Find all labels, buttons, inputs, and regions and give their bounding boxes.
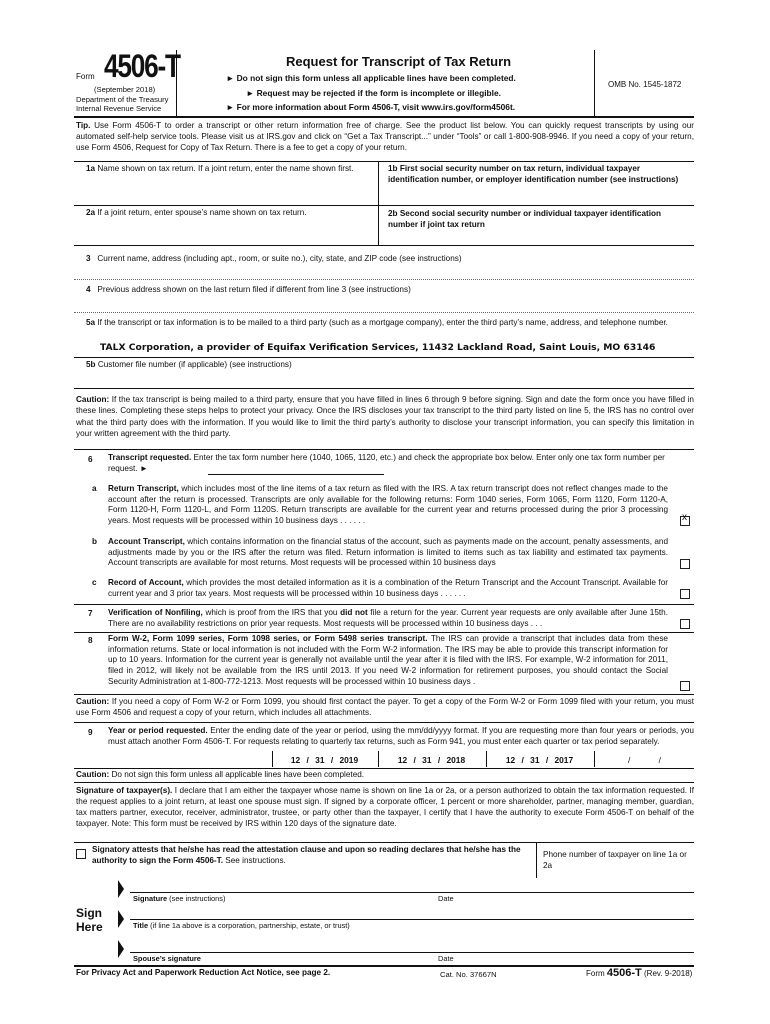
caution-3-text: Do not sign this form unless all applicable lines have been completed. xyxy=(111,770,365,779)
line-1b-number: 1b xyxy=(388,164,398,173)
line-1a-field[interactable] xyxy=(78,186,376,202)
line-5b-number: 5b xyxy=(86,360,96,369)
w2-1099-transcript-checkbox[interactable] xyxy=(680,681,690,691)
line-6-number: 6 xyxy=(88,455,93,464)
line-8-desc: The IRS can provide a transcript that includes data from these information returns. State or local information is not included with the Form W-2 information. The IRS may be able to provide this transcript information for up to 10 years. Information for the current year is generally not available until the year after it is filed with the IRS. For example, W-2 information for 2011, filed in 2012, will likely not be available from the IRS until 2013. If you need W-2 information for retirement purposes, you should contact the Social Security Administration at 1-800-772-1213. Most requests will be processed within 10 business days xyxy=(108,634,668,686)
tip-text: Use Form 4506-T to order a transcript or other return information free of charge. See the product list below. You can quickly request transcripts by using our automated self-help service tools. Please visit us at IRS.gov and click on “Get a Tax Transcript...” under “Tools” or call 1-800-908-9946. If you need a copy of your return, use Form 4506, Request for Copy of Tax Return. There is a fee to get a copy of your return. xyxy=(76,121,694,153)
department-label xyxy=(76,96,168,113)
return-transcript-checkmark: x xyxy=(682,512,687,523)
phone-number-label: Phone number of taxpayer on line 1a or 2a xyxy=(543,850,687,870)
date-label-2: Date xyxy=(438,954,454,963)
line-6c-dots: . . . . . . xyxy=(440,588,466,598)
form-edition: (September 2018) xyxy=(94,85,156,94)
line-8-dots: . xyxy=(473,676,476,686)
signature-field[interactable] xyxy=(130,878,428,892)
footer-form-word: Form xyxy=(586,969,605,978)
line-1b-text: First social security number on tax return, individual taxpayer identification number, or employer identification number (see instructions) xyxy=(388,164,679,184)
line-6c-number: c xyxy=(92,578,97,587)
internal-revenue-service: Internal Revenue Service xyxy=(76,103,162,113)
line-4-text: Previous address shown on the last return filed if different from line 3 (see instructions) xyxy=(97,285,411,294)
signature-label-title: Signature xyxy=(133,894,168,903)
line-6-desc: Enter the tax form number here (1040, 1065, 1120, etc.) and check the appropriate box below. Enter only one tax form number per request. ► xyxy=(108,453,665,473)
line-1b-label xyxy=(388,164,688,185)
signature-label-note: (see instructions) xyxy=(169,894,226,903)
line-2b-text: Second social security number or individual taxpayer identification number if joint tax return xyxy=(388,209,662,229)
year-period-field-1[interactable]: 12 / 31 / 2019 xyxy=(272,751,376,767)
title-label xyxy=(133,921,350,931)
line-6b-text xyxy=(108,537,668,569)
line-7-title: Verification of Nonfiling, xyxy=(108,608,203,617)
omb-number: OMB No. 1545-1872 xyxy=(608,80,682,89)
footer-form-id xyxy=(586,966,692,980)
caution-third-party xyxy=(76,394,694,439)
line-9-title: Year or period requested. xyxy=(108,726,208,735)
signature-text: I declare that I am either the taxpayer whose name is shown on line 1a or 2a, or a person authorized to obtain the tax information requested. If the request applies to a joint return, at least one spouse must sign. If signed by a corporate officer, 1 percent or more shareholder, partner, managing member, guardian, tax matters partner, executor, receiver, administrator, trustee, or party other than the taxpayer, I certify that I have the authority to execute Form 4506-T on behalf of the taxpayer. Note: This form must be received by IRS within 120 days of the signature date. xyxy=(76,786,695,829)
line-6a-desc: which includes most of the line items of a tax return as filed with the IRS. A tax return transcript does not reflect changes made to the account after the return is processed. Transcripts are only available for the following returns: Form 1040 series, Form 1065, Form 1120, Form 1120-A, Form 1120-H, Form 1120-L, and Form 1120S. Return transcripts are available for the current year and returns processed during the prior 3 processing years. Most requests will be processed within 10 business days xyxy=(108,484,668,525)
line-8-number: 8 xyxy=(88,636,93,645)
line-3-number: 3 xyxy=(86,254,91,263)
line-6b-desc: which contains information on the financial status of the account, such as payments made on the account, penalty assessments, and adjustments made by you or the IRS after the return was filed. Return information is limited to items such as tax liability and estimated tax payments. Account transcripts are available for most returns. Most requests will be processed within 10 business days xyxy=(108,537,668,568)
privacy-notice: For Privacy Act and Paperwork Reduction Act Notice, see page 2. xyxy=(76,968,331,977)
form-label: Form xyxy=(76,72,95,81)
spouse-signature-label: Spouse’s signature xyxy=(133,954,201,963)
verification-nonfiling-checkbox[interactable] xyxy=(680,619,690,629)
line-6a-dots: . . . . . . xyxy=(340,515,366,525)
line-4-number: 4 xyxy=(86,285,91,294)
line-6c-text xyxy=(108,578,668,599)
line-8-title: Form W-2, Form 1099 series, Form 1098 series, or Form 5498 series transcript. xyxy=(108,634,428,643)
signatory-attest-text xyxy=(92,845,532,866)
caution-3-label: Caution: xyxy=(76,770,110,779)
line-8-text xyxy=(108,634,668,687)
instruction-bullet-3: ► For more information about Form 4506-T, visit www.irs.gov/form4506t. xyxy=(226,102,516,112)
record-of-account-checkbox[interactable] xyxy=(680,589,690,599)
line-1b-field[interactable] xyxy=(380,186,692,202)
signatory-attest-checkbox[interactable] xyxy=(76,849,86,859)
year-period-field-2[interactable]: 12 / 31 / 2018 xyxy=(378,751,484,767)
date-field-2[interactable] xyxy=(434,938,692,952)
line-5a-text: If the transcript or tax information is to be mailed to a third party (such as a mortgage company), enter the third party’s name, address, and telephone number. xyxy=(97,318,668,327)
line-7-text xyxy=(108,608,668,629)
caution-2-label: Caution: xyxy=(76,697,110,706)
instruction-bullet-2: ► Request may be rejected if the form is incomplete or illegible. xyxy=(246,88,501,98)
tip-paragraph xyxy=(76,120,694,153)
line-6c-desc: which provides the most detailed information as it is a combination of the Return Transcript and the Account Transcript. Available for current year and 3 prior tax years. Most requests will be processed within 10 business days xyxy=(108,578,668,598)
line-4-label xyxy=(86,285,411,296)
sign-arrow-icon-2 xyxy=(118,910,124,928)
title-field[interactable] xyxy=(130,906,692,918)
line-7-desc-b: file a return for the year. Current year requests are only available after June 15th. There are no availability restrictions on prior year requests. Most requests will be processed within 10 business days . xyxy=(108,608,669,628)
line-5a-label xyxy=(86,318,686,329)
account-transcript-checkbox[interactable] xyxy=(680,559,690,569)
line-5b-text: Customer file number (if applicable) (see instructions) xyxy=(97,360,292,369)
attest-text: Signatory attests that he/she has read the attestation clause and upon so reading declares that he/she has the authority to sign the Form 4506-T. xyxy=(92,845,521,865)
line-6a-title: Return Transcript, xyxy=(108,484,179,493)
attest-tail: See instructions. xyxy=(225,855,286,865)
line-3-label xyxy=(86,254,462,265)
line-6a-number: a xyxy=(92,484,97,493)
line-3-text: Current name, address (including apt., room, or suite no.), city, state, and ZIP code (see instructions) xyxy=(97,254,462,263)
line-2b-label xyxy=(388,209,678,230)
line-5a-number: 5a xyxy=(86,318,96,327)
date-field-1[interactable] xyxy=(434,878,692,892)
line-6b-number: b xyxy=(92,537,98,546)
line-4-field[interactable] xyxy=(78,297,692,311)
footer-form-number: 4506-T xyxy=(606,967,642,979)
line-6-text xyxy=(108,453,694,474)
line-5a-value[interactable]: TALX Corporation, a provider of Equifax Verification Services, 11432 Lackland Road, Saint Louis, MO 63146 xyxy=(100,342,656,353)
line-2b-field[interactable] xyxy=(380,230,692,244)
signature-label xyxy=(133,894,225,904)
line-6c-title: Record of Account, xyxy=(108,578,184,587)
sign-arrow-icon-3 xyxy=(118,940,124,958)
tip-label: Tip. xyxy=(76,121,91,130)
caution-text: If the tax transcript is being mailed to a third party, ensure that you have filled in lines 6 through 9 before signing. Sign and date the form once you have filled in these lines. Completing these steps helps to protect your privacy. Once the IRS discloses your tax transcript to the third party listed on line 5, the IRS has no control over what the third party does with the information. If you would like to limit the third party’s authority to disclose your transcript information, you can specify this limitation in your written agreement with the third party. xyxy=(76,395,694,438)
line-7-desc-a: which is proof from the IRS that you xyxy=(205,608,338,617)
catalog-number: Cat. No. 37667N xyxy=(440,970,497,979)
line-7-number: 7 xyxy=(88,609,93,618)
title-label-title: Title xyxy=(133,921,149,930)
line-6-form-field[interactable] xyxy=(208,463,384,475)
line-6b-title: Account Transcript, xyxy=(108,537,185,546)
sign-arrow-icon-1 xyxy=(118,880,124,898)
caution-2-text: If you need a copy of Form W-2 or Form 1099, you should first contact the payer. To get a copy of the Form W-2 or Form 1099 filed with your return, you must use Form 4506 and request a copy of your return, which includes all attachments. xyxy=(76,697,694,718)
signature-heading: Signature of taxpayer(s). xyxy=(76,786,173,795)
form-number: 4506-T xyxy=(104,48,180,84)
line-2a-number: 2a xyxy=(86,208,96,217)
department-treasury: Department of the Treasury xyxy=(76,95,169,104)
line-7-dots: . . xyxy=(535,618,543,628)
spouse-signature-field[interactable] xyxy=(130,938,428,952)
title-label-note: (if line 1a above is a corporation, partnership, estate, or trust) xyxy=(150,921,350,930)
line-7-did-not: did not xyxy=(340,608,368,617)
here-label: Here xyxy=(76,920,103,934)
line-9-desc: Enter the ending date of the year or period, using the mm/dd/yyyy format. If you are requesting more than four years or periods, you must attach another Form 4506-T. For requests relating to quarterly tax returns, such as Form 941, you must enter each quarter or tax period separately. xyxy=(108,726,694,746)
caution-w2-copy xyxy=(76,696,694,718)
line-9-number: 9 xyxy=(88,728,93,737)
caution-label: Caution: xyxy=(76,395,110,404)
year-period-field-3[interactable]: 12 / 31 / 2017 xyxy=(486,751,592,767)
line-6a-text xyxy=(108,484,668,527)
date-label-1: Date xyxy=(438,894,454,903)
line-2a-label xyxy=(86,208,366,219)
line-5b-label xyxy=(86,360,292,371)
signature-declaration xyxy=(76,785,694,829)
line-5b-field[interactable] xyxy=(78,371,692,385)
sign-label: Sign xyxy=(76,906,102,920)
caution-do-not-sign xyxy=(76,770,364,781)
line-1a-number: 1a xyxy=(86,164,96,173)
line-1a-label xyxy=(86,164,366,175)
line-6-title: Transcript requested. xyxy=(108,453,192,462)
line-2a-field[interactable] xyxy=(78,228,376,244)
year-period-field-4[interactable]: / / xyxy=(594,751,694,767)
footer-revision: (Rev. 9-2018) xyxy=(644,969,693,978)
line-1a-text: Name shown on tax return. If a joint return, enter the name shown first. xyxy=(97,164,354,173)
form-title: Request for Transcript of Tax Return xyxy=(286,54,512,69)
line-3-field[interactable] xyxy=(78,266,692,278)
line-9-text xyxy=(108,726,694,747)
line-2a-text: If a joint return, enter spouse’s name shown on tax return. xyxy=(97,208,307,217)
line-2b-number: 2b xyxy=(388,209,398,218)
instruction-bullet-1: ► Do not sign this form unless all applicable lines have been completed. xyxy=(226,73,516,83)
